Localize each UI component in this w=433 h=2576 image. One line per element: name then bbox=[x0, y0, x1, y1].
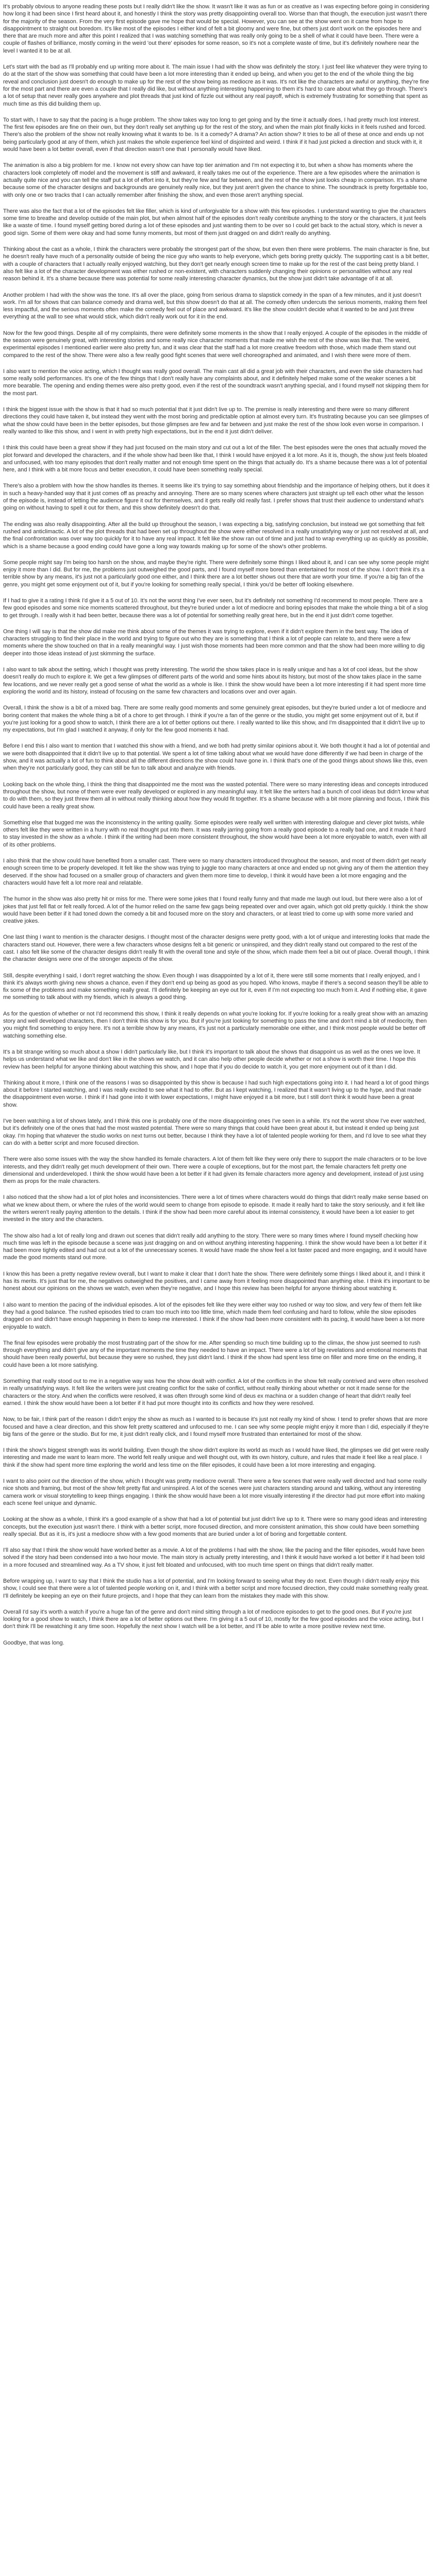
article-paragraph: Looking back on the whole thing, I think the thing that disappointed me the most was the wasted potential. There were so many interesting ideas and concepts introduced throughout the show, but none of them were ever really developed or explored in any meaningful way. It felt like the writers had a bunch of cool ideas but didn't know what to do with them, so they just threw them all in without really thinking about how they would fit together. It's a shame because with a bit more planning and focus, I think this could have been a really great show. bbox=[3, 781, 429, 810]
article-paragraph: Let's start with the bad as I'll probably end up writing more about it. The main issue I had with the show was definitely the story. I just feel like whatever they were trying to do at the start of the show was something that could have been a lot more interesting than it ended up being, and when you get to the end of the whole thing the big reveal and conclusion just doesn't do enough to make up for the rest of the show being as mediocre as it was. It's not like the characters are awful or anything, they're fine for the most part and there are even a couple that I really did like, but without anything interesting happening to them it's hard to care about what they go through. There's a lot of setup that never really goes anywhere and plot threads that just kind of fizzle out without any real payoff, which is extremely frustrating for something that spent as much time as this did building them up. bbox=[3, 64, 429, 107]
article-paragraph: I also want to talk about the setting, which I thought was pretty interesting. The world the show takes place in is really unique and has a lot of cool ideas, but the show doesn't really do much to explore it. We get a few glimpses of different parts of the world and some hints about its history, but most of the show takes place in the same few locations, and we never really get a good sense of what the world as a whole is like. I think the show would have been a lot more interesting if it had spent more time exploring the world and its history, instead of focusing on the same few characters and locations over and over again. bbox=[3, 667, 426, 695]
article-paragraph: It's probably obvious to anyone reading these posts but I really didn't like the show. It wasn't like it was as fun or as creative as I was expecting before going in considering how long it had been since I first heard about it, and honestly I think the story was pretty disappointing overall too. Worse than that though, the execution just wasn't there for the majority of the season. From the very first episode gave me hope that would be special. However, you can see at the show went on it came from hope to disappointment to straight out boredom. It's like most of the episodes I either kind of felt a bit gloomy and were fine, but others just don't work on the episodes here and there that are much more and after this point I realized that I was watching something that was really only going to be a shell of what it could have been. There were a couple of flashes of brilliance, mostly coming in the weird 'out there' episodes for some reason, so it's not a complete waste of time, but it's definitely nowhere near the level I wanted it to be at all. bbox=[3, 4, 429, 54]
article-paragraph: Before I end this I also want to mention that I watched this show with a friend, and we both had pretty similar opinions about it. We both thought it had a lot of potential and we were both disappointed that it didn't live up to that potential. We spent a lot of time talking about what we would have done differently if we had been in charge of the show, and it was actually a lot of fun to think about all the different directions the show could have gone in. I think that's one of the good things about shows like this, even when they're not particularly good, they can still be fun to talk about and analyze with friends. bbox=[3, 743, 430, 772]
article-paragraph: It's a bit strange writing so much about a show I didn't particularly like, but I think it's important to talk about the shows that disappoint us as well as the ones we love. It helps us understand what we like and don't like in the shows we watch, and it can also help other people decide whether or not a show is worth their time. I hope this review has been helpful for anyone thinking about watching this show, and I hope that if you do decide to watch it, you get more enjoyment out of it than I did. bbox=[3, 1048, 421, 1070]
article-paragraph: The show also had a lot of really long and drawn out scenes that didn't really add anything to the story. There were so many times where I found myself checking how much time was left in the episode because a scene was just dragging on and on without anything interesting happening. I think the show would have been a lot better if it had been more tightly edited and had cut out a lot of the unnecessary scenes. It would have made the show feel a lot faster paced and more engaging, and it would have made the good moments stand out more. bbox=[3, 1232, 427, 1261]
article-paragraph: Still, despite everything I said, I don't regret watching the show. Even though I was disappointed by a lot of it, there were still some moments that I really enjoyed, and I think it's always worth giving new shows a chance, even if they don't end up being as good as you hoped. Who knows, maybe if there's a second season they'll be able to fix some of the problems and make something really great. I'll definitely be keeping an eye out for it, even if I'm not expecting too much from it. And if nothing else, it gave me something to talk about with my friends, which is always a good thing. bbox=[3, 972, 428, 1001]
article-paragraph: I've been watching a lot of shows lately, and I think this one is probably one of the more disappointing ones I've seen in a while. It's not the worst show I've ever watched, but it's definitely one of the ones that had the most wasted potential. There were so many things that could have been great about it, but instead it ended up being just okay. I'm hoping that whatever the studio works on next turns out better, because I think they have a lot of talented people working for them, and I'd love to see what they can do with a better script and more focused direction. bbox=[3, 1118, 426, 1146]
article-paragraph: As for the question of whether or not I'd recommend this show, I think it really depends on what you're looking for. If you're looking for a really great show with an amazing story and well developed characters, then I don't think this show is for you. But if you're just looking for something to pass the time and don't mind a bit of mediocrity, then you might find something to enjoy here. It's not a terrible show by any means, it's just not a particularly memorable one either, and I think most people would be better off watching something else. bbox=[3, 1010, 428, 1039]
article-paragraph: Something else that bugged me was the inconsistency in the writing quality. Some episodes were really well written with interesting dialogue and clever plot twists, while others felt like they were written in a hurry with no real thought put into them. It was really jarring going from a really good episode to a really bad one, and it made it hard to stay invested in the show as a whole. I think if the writing had been more consistent throughout, the show would have been a lot more enjoyable to watch, even with all of its other problems. bbox=[3, 819, 427, 848]
article-paragraph: There was also the fact that a lot of the episodes felt like filler, which is kind of unforgivable for a show with this few episodes. I understand wanting to give the characters some time to breathe and develop outside of the main plot, but when almost half of the episodes don't really contribute anything to the story or the characters, it just feels like a waste of time. I found myself getting bored during a lot of these episodes and just wanting them to be over so I could get back to the actual story, which is never a good sign. Some of them were okay and had some funny moments, but most of them just dragged on and didn't really do anything. bbox=[3, 208, 426, 236]
article-paragraph: One thing I will say is that the show did make me think about some of the themes it was trying to explore, even if it didn't explore them in the best way. The idea of characters struggling to find their place in the world and trying to figure out who they are is something that I think a lot of people can relate to, and there were a few moments where the show touched on that in a really meaningful way. I just wish those moments had been more common and that the show had been more willing to dig deeper into those ideas instead of just skimming the surface. bbox=[3, 628, 425, 657]
article-paragraph: I know this has been a pretty negative review overall, but I want to make it clear that I don't hate the show. There were definitely some things I liked about it, and I think it has its merits. It's just that for me, the negatives outweighed the positives, and I came away from it feeling more disappointed than anything else. I think it's important to be honest about our opinions on the shows we watch, even when they're negative, and I hope this review has been helpful for anyone thinking about watching it. bbox=[3, 1270, 430, 1292]
article-paragraph: I think this could have been a great show if they had just focused on the main story and cut out a lot of the filler. The best episodes were the ones that actually moved the plot forward and developed the characters, and if the whole show had been like that, I think I would have enjoyed it a lot more. As it is, though, the show just feels bloated and unfocused, with too many episodes that don't really matter and not enough time spent on the things that actually do. It's a shame because there was a lot of potential here, and I think with a bit more focus and better execution, it could have been something really special. bbox=[3, 445, 428, 473]
article-paragraph: Overall, I think the show is a bit of a mixed bag. There are some really good moments and some genuinely great episodes, but they're buried under a lot of mediocre and boring content that makes the whole thing a bit of a chore to get through. I think if you're a fan of the genre or the studio, you might get some enjoyment out of it, but if you're just looking for a good show to watch, I think there are a lot of better options out there. I really wanted to like this show, and I'm disappointed that it didn't live up to my expectations, but I'm glad I watched it anyway, if only for the few good moments it had. bbox=[3, 705, 426, 734]
article-paragraph: Goodbye, that was long. bbox=[3, 1639, 64, 1646]
article-paragraph: I also noticed that the show had a lot of plot holes and inconsistencies. There were a lot of times where characters would do things that didn't really make sense based on what we knew about them, or where the rules of the world would seem to change from episode to episode. It made it really hard to take the story seriously, and it felt like the writers weren't really paying attention to the details. I think if the show had been more careful about its internal consistency, it would have been a lot easier to get invested in the story and the characters. bbox=[3, 1194, 428, 1223]
article-paragraph: Thinking about it more, I think one of the reasons I was so disappointed by this show is because I had such high expectations going into it. I had heard a lot of good things about it before I started watching, and I was really excited to see what it had to offer. But as I kept watching, I realized that it wasn't living up to the hype, and that made the disappointment even worse. I think if I had gone into it with lower expectations, I might have enjoyed it a bit more, but I still don't think it would have been a great show. bbox=[3, 1079, 429, 1108]
article-paragraph: One last thing I want to mention is the character designs. I thought most of the character designs were pretty good, with a lot of unique and interesting looks that made the characters stand out. However, there were a few characters whose designs felt a bit generic or uninspired, and they didn't really stand out compared to the rest of the cast. I also felt like some of the character designs didn't really fit with the overall tone and style of the show, which made them feel a bit out of place. Overall though, I think the character designs were one of the stronger aspects of the show. bbox=[3, 934, 430, 963]
article-paragraph: The animation is also a big problem for me. I know not every show can have top tier animation and I'm not expecting it to, but when a show has moments where the characters look completely off model and the movement is stiff and awkward, it really takes me out of the experience. There are a few episodes where the animation is actually quite nice and you can tell the staff put a lot of effort into it, but they're few and far between, and the rest of the show just looks cheap in comparison. It's a shame because some of the character designs and backgrounds are genuinely really nice, but they just aren't given the chance to shine. The soundtrack is pretty forgettable too, with only one or two tracks that I can actually remember after finishing the show, and even those aren't anything special. bbox=[3, 162, 428, 198]
article-paragraph: Before wrapping up, I want to say that I think the studio has a lot of potential, and I'm looking forward to seeing what they do next. Even though I didn't really enjoy this show, I could see that there were a lot of talented people working on it, and I think with a better script and more focused direction, they could make something really great. I'll definitely be keeping an eye on their future projects, and I hope that they can learn from the mistakes they made with this show. bbox=[3, 1578, 429, 1599]
article-paragraph: Something that really stood out to me in a negative way was how the show dealt with conflict. A lot of the conflicts in the show felt really contrived and were often resolved in really unsatisfying ways. It felt like the writers were just creating conflict for the sake of conflict, without really thinking about whether or not it made sense for the characters or the story. And when the conflicts were resolved, it was often through some kind of deus ex machina or a sudden change of heart that didn't really feel earned. I think the show would have been a lot better if it had put more thought into its conflicts and how they were resolved. bbox=[3, 1378, 428, 1406]
article-paragraph: The ending was also really disappointing. After all the build up throughout the season, I was expecting a big, satisfying conclusion, but instead we got something that felt rushed and anticlimactic. A lot of the plot threads that had been set up throughout the show were either resolved in a really unsatisfying way or just not resolved at all, and the final confrontation was over way too quickly for it to have any real impact. It felt like the show ran out of time and just had to wrap everything up as quickly as possible, which is a shame because a good ending could have gone a long way towards making up for some of the show's other problems. bbox=[3, 521, 428, 550]
article-paragraph: To start with, I have to say that the pacing is a huge problem. The show takes way too long to get going and by the time it actually does, I had pretty much lost interest. The first few episodes are fine on their own, but they don't really set anything up for the rest of the story, and when the main plot finally kicks in it feels rushed and forced. There's also the problem of the show not really knowing what it wants to be. Is it a comedy? A drama? An action show? It tries to be all of these at once and ends up not being particularly good at any of them, which just makes the whole experience feel kind of disjointed and weird. I think if it had just picked a direction and stuck with it, it would have been a lot better overall, even if that direction wasn't one that I personally would have liked. bbox=[3, 116, 426, 153]
article-paragraph: Thinking about the cast as a whole, I think the characters were probably the strongest part of the show, but even then there were problems. The main character is fine, but he doesn't really have much of a personality outside of being the nice guy who wants to help everyone, which gets boring pretty quickly. The supporting cast is a bit better, with a couple of characters that I actually really enjoyed watching, but they don't get nearly enough screen time to make up for the rest of the cast being pretty bland. I also felt like a lot of the character development was either rushed or non-existent, with characters suddenly changing their opinions or personalities without any real reason behind it. It's a shame because there was potential for some really interesting character dynamics, but the show just didn't take advantage of it at all. bbox=[3, 246, 430, 282]
article-paragraph: Another problem I had with the show was the tone. It's all over the place, going from serious drama to slapstick comedy in the span of a few minutes, and it just doesn't work. I'm all for shows that can balance comedy and drama well, but this show doesn't do that at all. The comedy often undercuts the serious moments, making them feel less impactful, and the serious moments often make the comedy feel out of place and awkward. It's like the show couldn't decide what it wanted to be and just threw everything at the wall to see what would stick, which didn't really work out for it in the end. bbox=[3, 292, 427, 320]
article-paragraph: I also think that the show could have benefited from a smaller cast. There were so many characters introduced throughout the season, and most of them didn't get nearly enough screen time to be properly developed. It felt like the show was trying to juggle too many characters at once and ended up not giving any of them the attention they deserved. If the show had focused on a smaller group of characters and given them more time to develop, I think it would have been a lot more engaging and the characters would have felt a lot more real and relatable. bbox=[3, 858, 428, 886]
article-paragraph: The humor in the show was also pretty hit or miss for me. There were some jokes that I found really funny and that made me laugh out loud, but there were also a lot of jokes that just fell flat or felt really forced. A lot of the humor relied on the same few gags being repeated over and over again, which got old pretty quickly. I think the show would have been better if it had toned down the comedy a bit and focused more on the story and characters, or at least tried to come up with some more varied and creative jokes. bbox=[3, 896, 428, 925]
article-paragraph: The final few episodes were probably the most frustrating part of the show for me. After spending so much time building up to the climax, the show just seemed to rush through everything and didn't give any of the important moments the time they needed to have an impact. There were a lot of big revelations and emotional moments that should have been really powerful, but because they were so rushed, they just didn't land. I think if the show had spent less time on filler and more time on the ending, it could have been a lot more satisfying. bbox=[3, 1340, 427, 1368]
article-paragraph: Looking at the show as a whole, I think it's a good example of a show that had a lot of potential but just didn't live up to it. There were so many good ideas and interesting concepts, but the execution just wasn't there. I think with a better script, more focused direction, and more consistent animation, this show could have been something really special. But as it is, it's just a mediocre show with a few good moments that are buried under a lot of boring and forgettable content. bbox=[3, 1516, 427, 1537]
article-paragraph: There were also some issues with the way the show handled its female characters. A lot of them felt like they were only there to support the male characters or to be love interests, and they didn't really get much development of their own. There were a couple of exceptions, but for the most part, the female characters felt pretty one dimensional and underdeveloped. I think the show would have been a lot better if it had given its female characters more agency and development, instead of just using them as props for the male characters. bbox=[3, 1156, 427, 1185]
article-paragraph: I'll also say that I think the show would have worked better as a movie. A lot of the problems I had with the show, like the pacing and the filler episodes, would have been solved if the story had been condensed into a two hour movie. The main story is actually pretty interesting, and I think it would have worked a lot better if it had been told in a more focused and streamlined way. As a TV show, it just felt bloated and unfocused, with too much time spent on things that didn't really matter. bbox=[3, 1547, 425, 1568]
article-paragraph: I want to also point out the direction of the show, which I thought was pretty mediocre overall. There were a few scenes that were really well directed and had some really nice shots and framing, but most of the show felt pretty flat and uninspired. A lot of the scenes were just characters standing around and talking, without any interesting camera work or visual storytelling to keep things engaging. I think the show would have been a lot more visually interesting if the director had put more effort into making each scene feel unique and dynamic. bbox=[3, 1478, 427, 1506]
article-paragraph: Now for the few good things. Despite all of my complaints, there were definitely some moments in the show that I really enjoyed. A couple of the episodes in the middle of the season were genuinely great, with interesting stories and some really nice character moments that made me wish the rest of the show was like that. The weird, experimental episodes I mentioned earlier were also pretty fun, and it was clear that the staff had a lot more creative freedom with those, which made them stand out compared to the rest of the show. There were also a few really good fight scenes that were well choreographed and animated, and I wish there were more of them. bbox=[3, 330, 427, 359]
article-paragraph: Overall I'd say it's worth a watch if you're a huge fan of the genre and don't mind sitting through a lot of mediocre episodes to get to the good ones. But if you're just looking for a good show to watch, I think there are a lot of better options out there. I'm giving it a 5 out of 10, mostly for the few good episodes and the voice acting, but I don't think I'll be rewatching it any time soon. Hopefully the next show I watch will be a lot better, and I'll be able to write a more positive review next time. bbox=[3, 1608, 424, 1630]
article-paragraph: I also want to mention the voice acting, which I thought was really good overall. The main cast all did a great job with their characters, and even the side characters had some really solid performances. It's one of the few things that I don't really have any complaints about, and it definitely helped make some of the weaker scenes a bit more bearable. The opening and ending themes were also pretty good, even if the rest of the soundtrack wasn't anything special, and I found myself not skipping them for the most part. bbox=[3, 368, 429, 397]
article-paragraph: I also want to mention the pacing of the individual episodes. A lot of the episodes felt like they were either way too rushed or way too slow, and very few of them felt like they had a good balance. The rushed episodes tried to cram too much into too little time, which made them feel confusing and hard to follow, while the slow episodes dragged on and didn't have enough happening in them to keep me interested. I think if the show had been more consistent with its pacing, it would have been a lot more enjoyable to watch. bbox=[3, 1301, 425, 1330]
article-body bbox=[3, 3, 430, 1647]
article-paragraph: There's also a problem with how the show handles its themes. It seems like it's trying to say something about friendship and the importance of helping others, but it does it in such a heavy-handed way that it just comes off as preachy and annoying. There are so many scenes where characters just straight up tell each other what the lesson of the episode is, instead of letting the audience figure it out for themselves, and it gets really old really fast. I prefer shows that trust their audience to understand what's going on without having to spell it out for them, and this show definitely doesn't do that. bbox=[3, 483, 430, 512]
article-paragraph: Now, to be fair, I think part of the reason I didn't enjoy the show as much as I wanted to is because it's just not really my kind of show. I tend to prefer shows that are more focused and have a clear direction, and this show felt pretty scattered and unfocused to me. I can see why some people might enjoy it more than I did, especially if they're big fans of the genre or the studio. But for me, it just didn't really click, and I found myself more frustrated than entertained for most of the show. bbox=[3, 1416, 429, 1437]
article-paragraph: Some people might say I'm being too harsh on the show, and maybe they're right. There were definitely some things I liked about it, and I can see why some people might enjoy it more than I did. But for me, the problems just outweighed the good parts, and I found myself more bored than entertained for most of the show. I don't think it's a terrible show by any means, it's just not a particularly good one either, and I think there are a lot better shows out there that are worth your time. If you're a big fan of the genre, you might get some enjoyment out of it, but if you're looking for something really special, I think you'd be better off looking elsewhere. bbox=[3, 559, 429, 588]
article-paragraph: I think the show's biggest strength was its world building. Even though the show didn't explore its world as much as I would have liked, the glimpses we did get were really interesting and made me want to learn more. The world felt really unique and well thought out, with its own history, culture, and rules that made it feel like a real place. I think if the show had spent more time exploring the world and less time on the filler episodes, it could have been a lot more interesting and engaging. bbox=[3, 1447, 429, 1468]
article-paragraph: I think the biggest issue with the show is that it had so much potential that it just didn't live up to. The premise is really interesting and there were so many different directions they could have taken it, but instead they went with the most boring and predictable option at almost every turn. It's frustrating because you can see glimpses of what the show could have been in the better episodes, but those glimpses are few and far between and just make the rest of the show look even worse in comparison. I really wanted to like this show, and I went in with pretty high expectations, but in the end it just didn't deliver. bbox=[3, 406, 429, 435]
article-paragraph: If I had to give it a rating I think I'd give it a 5 out of 10. It's not the worst thing I've ever seen, but it's definitely not something I'd recommend to most people. There are a few good episodes and some nice moments scattered throughout, but they're buried under a lot of mediocre and boring episodes that make the whole thing a bit of a slog to get through. I really wish it had been better, because there was a lot of potential for something really great here, but in the end it just didn't come together. bbox=[3, 598, 428, 619]
